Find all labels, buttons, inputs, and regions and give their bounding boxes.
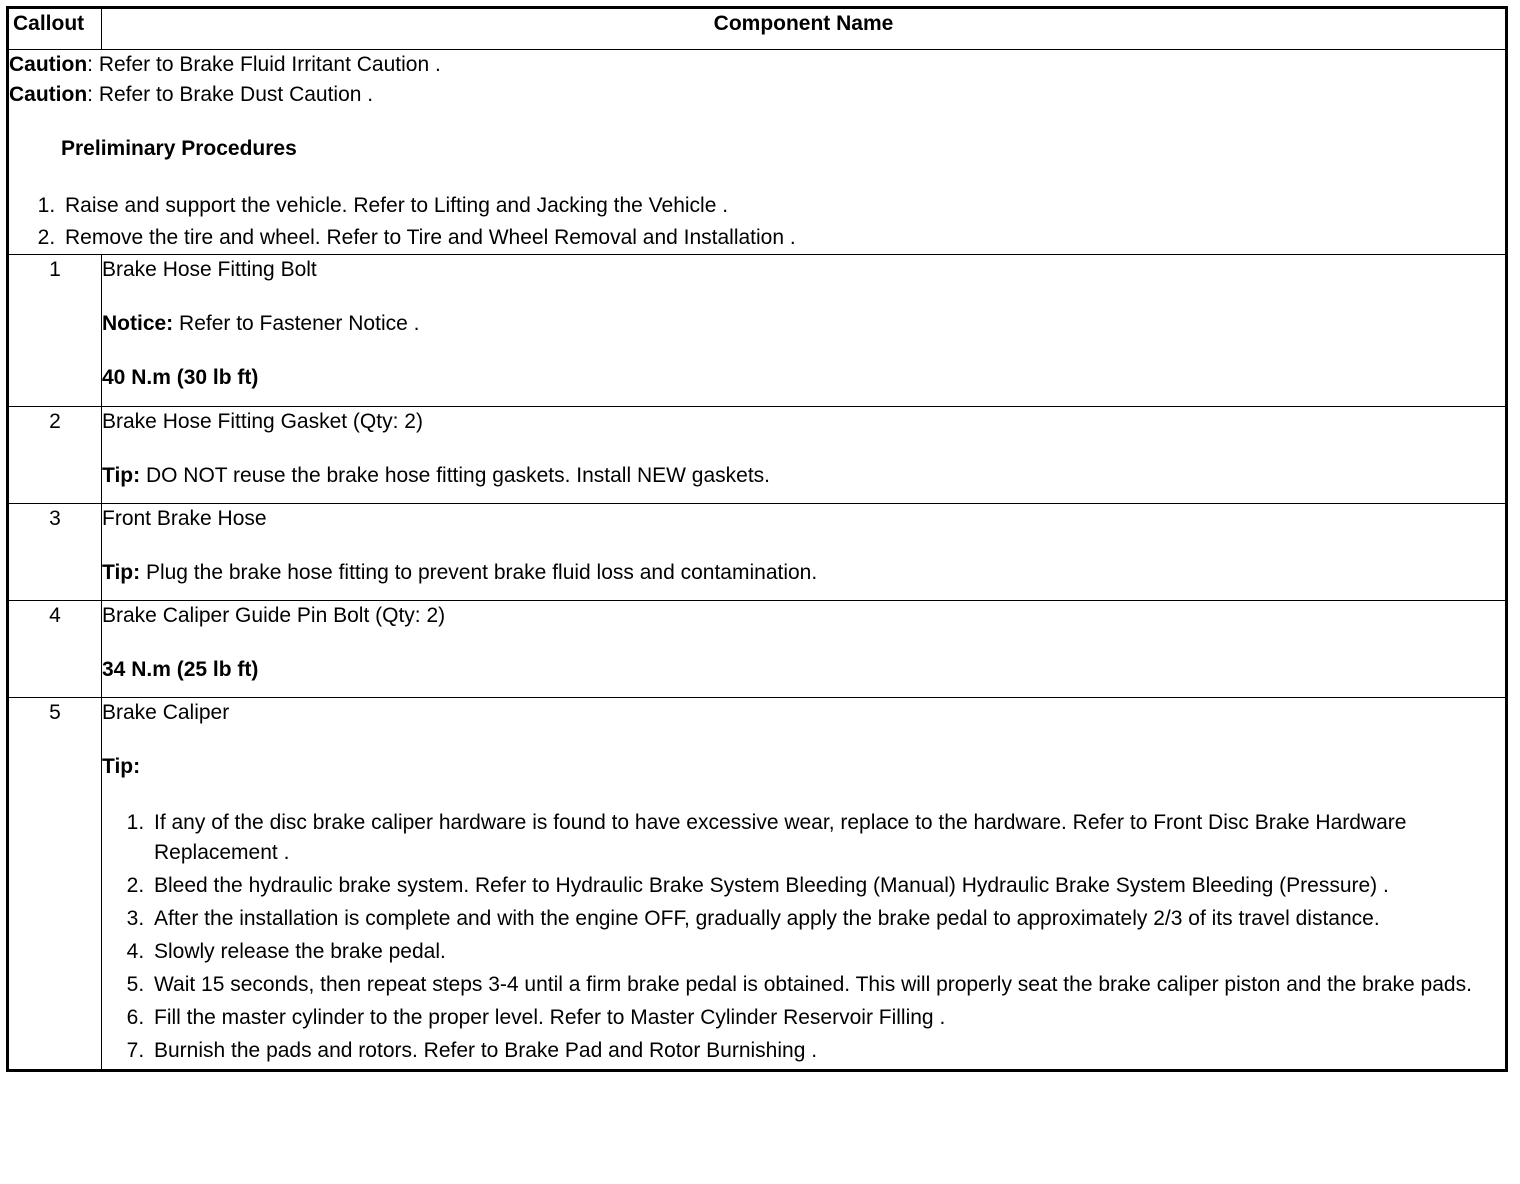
tip-label: Tip: [102, 561, 141, 584]
table-row [8, 698, 1507, 1071]
component-name: Front Brake Hose [102, 507, 267, 530]
preliminary-steps-list [9, 190, 1505, 254]
tip-label: Tip: [102, 755, 141, 778]
caution-label: Caution [9, 83, 88, 106]
callout-number: 4 [8, 601, 102, 698]
component-name-column-header: Component Name [102, 8, 1507, 50]
tip-line [102, 461, 1505, 491]
torque-spec: 40 N.m (30 lb ft) [102, 366, 259, 389]
callout-number: 5 [8, 698, 102, 1071]
tip-text: Plug the brake hose fitting to prevent brake fluid loss and contamination. [140, 561, 818, 584]
tip-step: 3. After the installation is complete and with the engine OFF, gradually apply the brake pedal to approximately 2/3 of its travel distance. [150, 904, 1505, 934]
component-name: Brake Hose Fitting Bolt [102, 258, 317, 281]
component-name: Brake Caliper [102, 701, 230, 724]
preliminary-cell [8, 50, 1507, 255]
torque-spec: 34 N.m (25 lb ft) [102, 658, 259, 681]
table-row [8, 601, 1507, 698]
caution-text: : Refer to Brake Fluid Irritant Caution . [87, 53, 441, 76]
component-cell [102, 255, 1507, 407]
header-row [8, 8, 1507, 50]
component-cell [102, 698, 1507, 1071]
component-cell [102, 407, 1507, 504]
caution-text: : Refer to Brake Dust Caution . [87, 83, 374, 106]
preliminary-step: 2. Remove the tire and wheel. Refer to Tire and Wheel Removal and Installation . [61, 222, 1505, 254]
tip-step: 5. Wait 15 seconds, then repeat steps 3-4 until a firm brake pedal is obtained. This will properly seat the brake caliper piston and the brake pads. [150, 970, 1505, 1000]
table-row [8, 504, 1507, 601]
tip-line [102, 558, 1505, 588]
callout-number: 2 [8, 407, 102, 504]
callout-table [6, 6, 1508, 1072]
callout-number: 3 [8, 504, 102, 601]
caution-label: Caution [9, 53, 88, 76]
component-name: Brake Caliper Guide Pin Bolt (Qty: 2) [102, 604, 446, 627]
component-cell [102, 601, 1507, 698]
tip-step: 2. Bleed the hydraulic brake system. Refer to Hydraulic Brake System Bleeding (Manual) Hydraulic Brake System Bleeding (Pressure) . [150, 871, 1505, 901]
preliminary-procedures-title: Preliminary Procedures [61, 137, 297, 160]
tip-step: 7. Burnish the pads and rotors. Refer to Brake Pad and Rotor Burnishing . [150, 1036, 1505, 1066]
callout-column-header: Callout [8, 8, 102, 50]
notice-line [102, 309, 1505, 339]
component-cell [102, 504, 1507, 601]
tip-step: 4. Slowly release the brake pedal. [150, 937, 1505, 967]
component-name: Brake Hose Fitting Gasket (Qty: 2) [102, 410, 423, 433]
tip-label: Tip: [102, 464, 141, 487]
table-row [8, 407, 1507, 504]
tip-step: 6. Fill the master cylinder to the proper level. Refer to Master Cylinder Reservoir Filling . [150, 1003, 1505, 1033]
caution-line [9, 50, 1505, 80]
caution-line [9, 80, 1505, 110]
tip-steps-list [102, 808, 1505, 1066]
tip-step: 1. If any of the disc brake caliper hardware is found to have excessive wear, replace to the hardware. Refer to Front Disc Brake Hardware Replacement . [150, 808, 1505, 868]
callout-number: 1 [8, 255, 102, 407]
preliminary-row [8, 50, 1507, 255]
notice-label: Notice: [102, 312, 174, 335]
notice-text: Refer to Fastener Notice . [173, 312, 420, 335]
tip-text: DO NOT reuse the brake hose fitting gaskets. Install NEW gaskets. [140, 464, 770, 487]
table-row [8, 255, 1507, 407]
preliminary-step: 1. Raise and support the vehicle. Refer to Lifting and Jacking the Vehicle . [61, 190, 1505, 222]
